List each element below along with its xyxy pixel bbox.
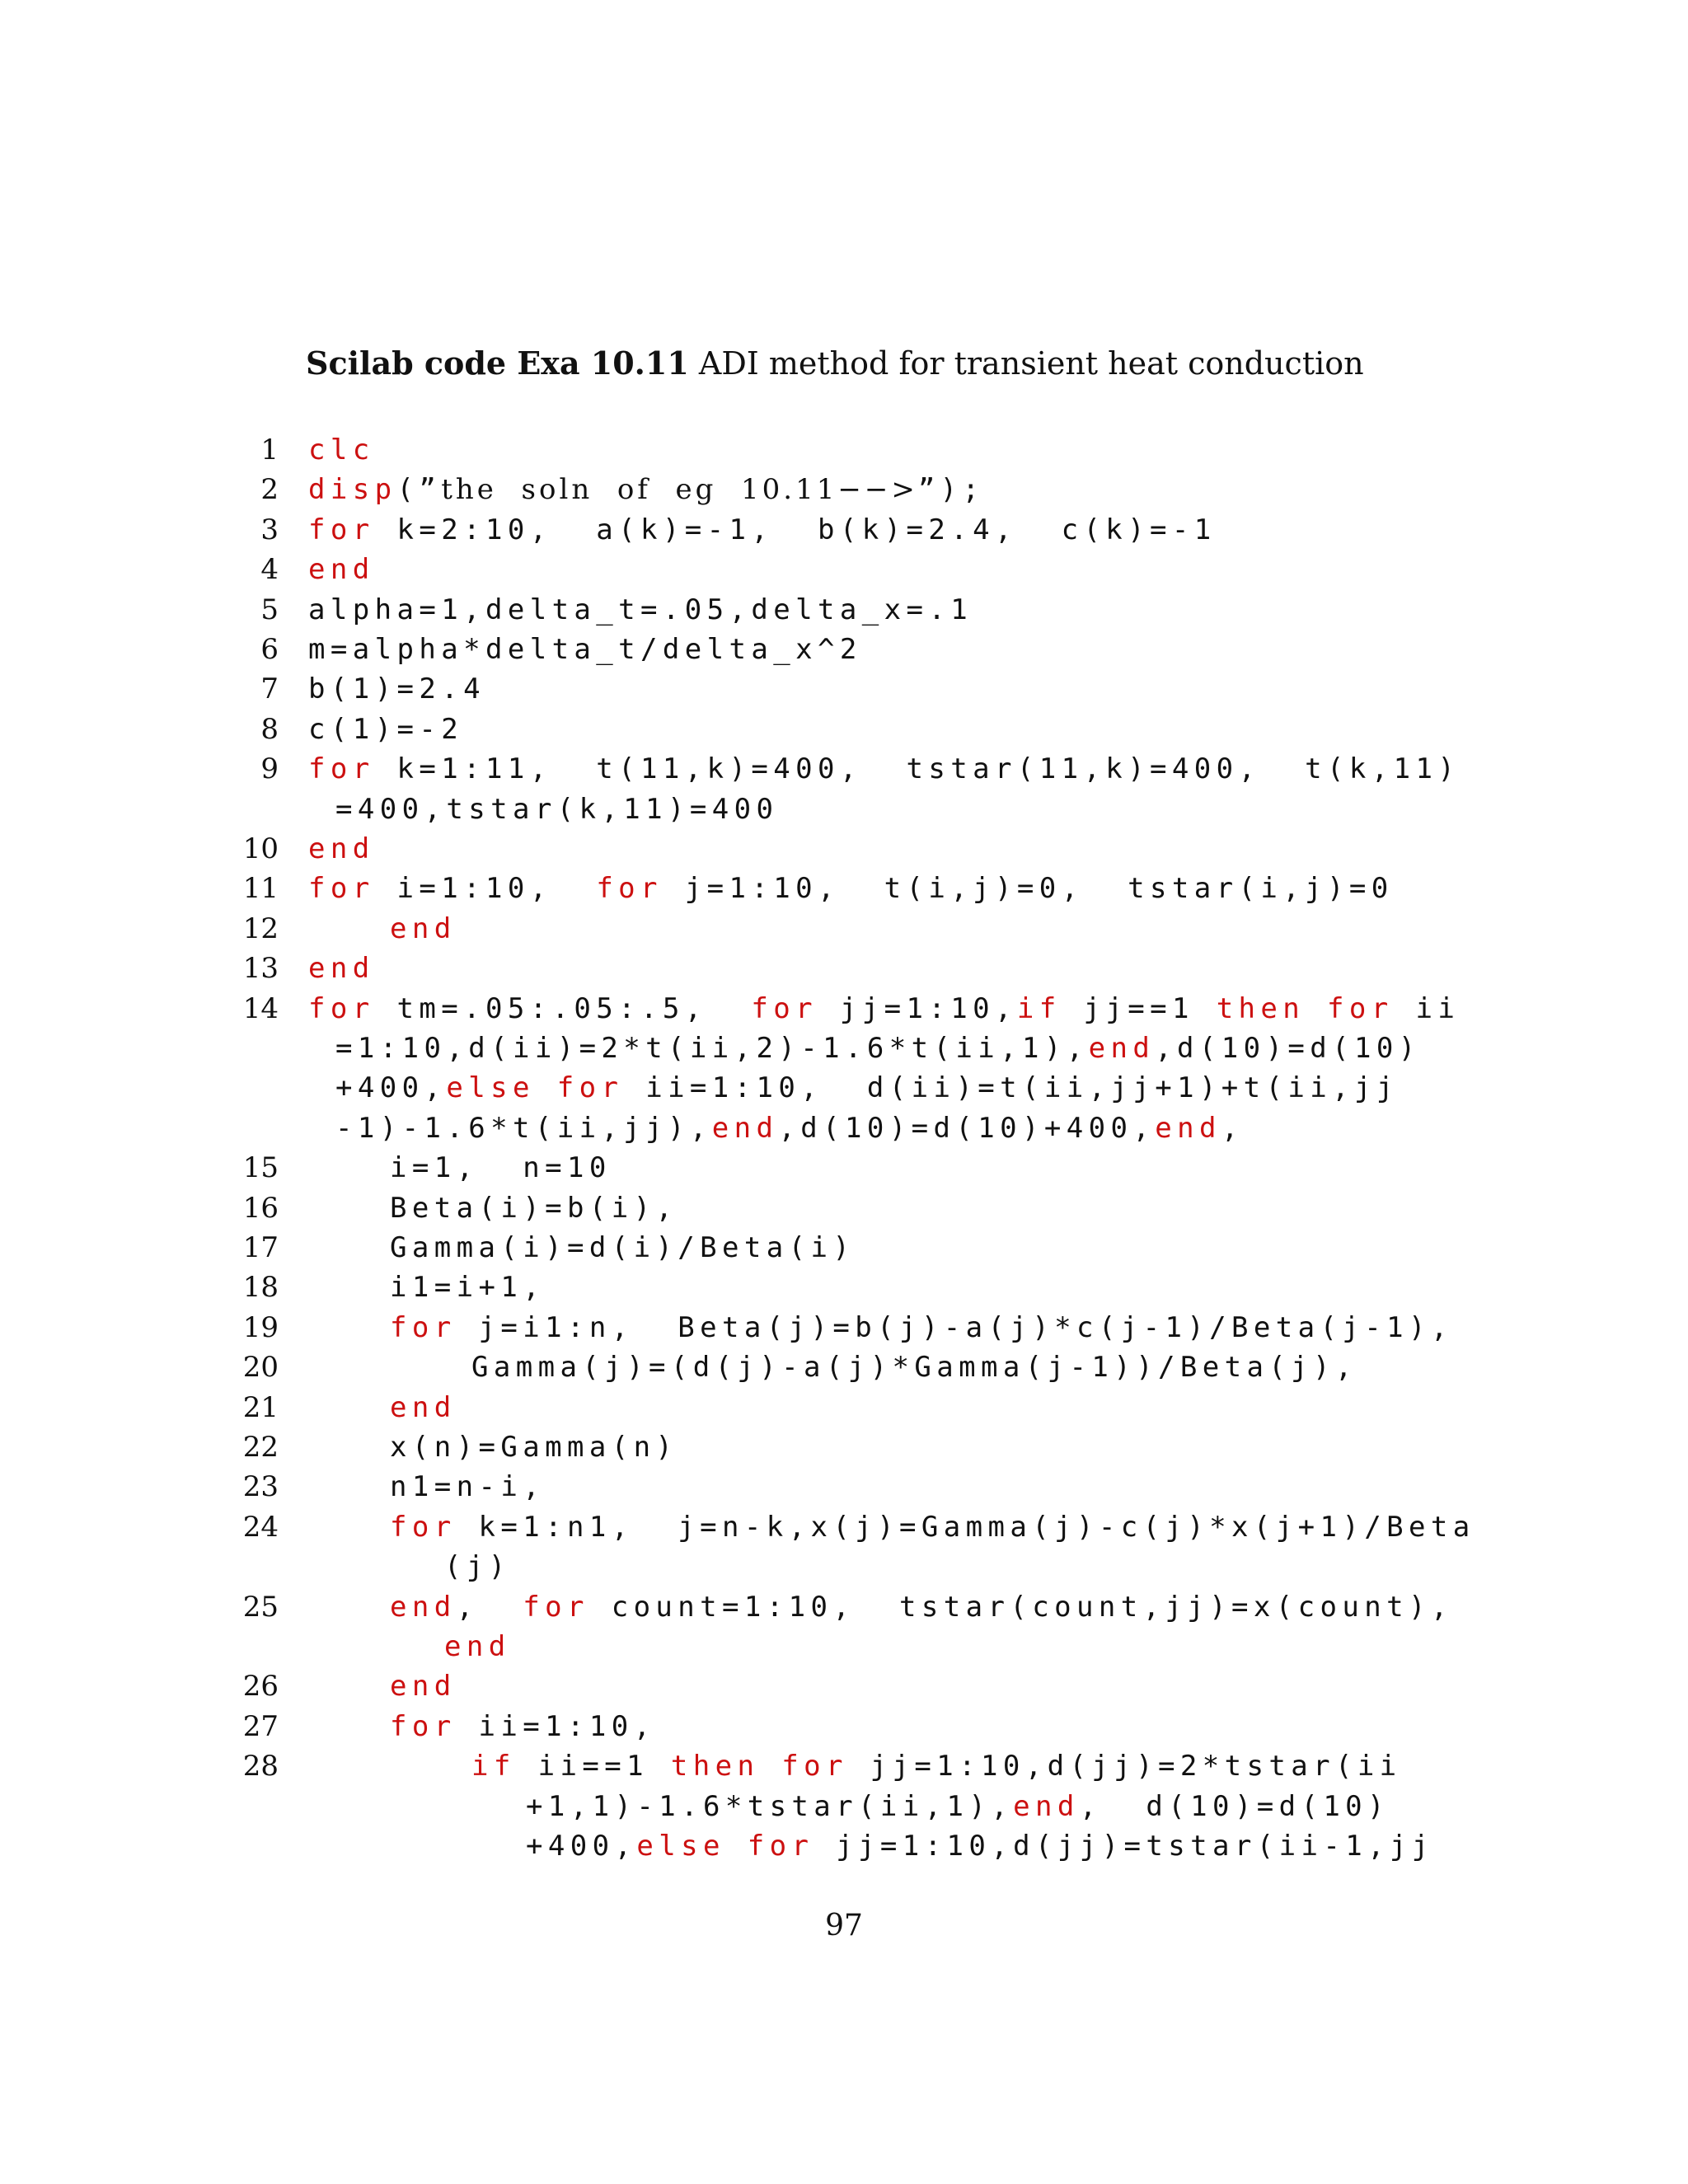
code-text: n1=n-i, (390, 1470, 546, 1504)
keyword: for (390, 1310, 457, 1344)
code-text: (j) (444, 1550, 511, 1584)
code-line (390, 1308, 1453, 1347)
keyword: if (471, 1750, 516, 1783)
keyword: then (1216, 991, 1306, 1025)
code-text: Gamma(j)=(d(j)-a(j)*Gamma(j-1))/Beta(j), (471, 1351, 1357, 1385)
code-line (308, 669, 485, 709)
keyword: end (1088, 1032, 1156, 1065)
code-text: , (1221, 1111, 1244, 1145)
code-text: +400, (526, 1830, 637, 1863)
code-text: i1=i+1, (390, 1271, 546, 1305)
code-text (725, 1830, 748, 1863)
code-text (535, 1071, 557, 1104)
keyword: end (390, 1670, 457, 1704)
code-line (471, 1746, 1402, 1786)
code-text: alpha=1,delta_t=.05,delta_x=.1 (308, 593, 973, 626)
code-text: ,d(10)=d(10) (1155, 1032, 1421, 1065)
code-line (390, 1507, 1475, 1547)
code-text: Beta(i)=b(i), (390, 1191, 678, 1225)
keyword: for (523, 1590, 589, 1624)
line-number: 17 (242, 1231, 279, 1264)
code-text: tm=.05:.05:.5, (374, 991, 752, 1025)
code-text: =400,tstar(k,11)=400 (335, 792, 779, 826)
code-text: j=i1:n, Beta(j)=b(j)-a(j)*c(j-1)/Beta(j-1), (456, 1310, 1453, 1344)
code-line (390, 1388, 457, 1427)
keyword: for (596, 872, 663, 906)
keyword: else (636, 1830, 725, 1863)
keyword: for (308, 513, 375, 546)
code-text: (” (396, 473, 442, 507)
keyword: for (308, 752, 375, 786)
code-text: ii==1 (515, 1750, 671, 1783)
code-line (526, 1826, 1434, 1866)
string-literal: the soln of eg 10.11−−> (441, 473, 918, 507)
code-text: m=alpha*delta_t/delta_x^2 (308, 633, 862, 666)
code-line (390, 1188, 678, 1228)
code-text: c(1)=-2 (308, 712, 464, 746)
code-line (308, 430, 375, 470)
line-number: 4 (260, 553, 279, 587)
code-text: i=1, n=10 (390, 1151, 612, 1185)
code-line (308, 590, 973, 630)
line-number: 21 (242, 1390, 279, 1424)
line-number: 22 (242, 1431, 279, 1464)
code-line (390, 1587, 1453, 1627)
code-text: i=1:10, (374, 872, 597, 906)
line-number: 23 (242, 1470, 279, 1504)
code-text: ii=1:10, d(ii)=t(ii,jj+1)+t(ii,jj (623, 1071, 1399, 1105)
code-line (390, 1268, 545, 1307)
code-line (308, 470, 984, 509)
code-line (390, 1427, 678, 1467)
keyword: end (444, 1630, 511, 1663)
keyword: for (390, 1709, 457, 1743)
keyword: for (308, 872, 375, 906)
line-number: 3 (260, 513, 279, 546)
code-text (759, 1750, 781, 1783)
code-line (335, 1068, 1399, 1108)
code-text: Gamma(i)=d(i)/Beta(i) (390, 1231, 856, 1264)
code-line (335, 1029, 1421, 1068)
listing-caption (306, 344, 1364, 382)
line-number: 1 (260, 434, 279, 466)
keyword: end (308, 952, 375, 986)
code-line (308, 630, 862, 669)
keyword: end (390, 1590, 457, 1624)
line-number: 11 (242, 872, 279, 906)
code-line (308, 749, 1460, 789)
line-number: 19 (242, 1310, 279, 1344)
line-number: 15 (242, 1151, 279, 1185)
code-line (308, 710, 463, 749)
code-line (308, 510, 1217, 550)
code-line (308, 550, 375, 589)
keyword: if (1016, 991, 1062, 1025)
code-text: , (456, 1590, 523, 1624)
code-line (390, 1228, 855, 1268)
page-number: 97 (825, 1909, 863, 1943)
line-number: 6 (260, 633, 279, 666)
keyword: end (1155, 1111, 1221, 1145)
code-text: =1:10,d(ii)=2*t(ii,2)-1.6*t(ii,1), (335, 1032, 1089, 1065)
code-line (390, 1707, 655, 1746)
line-number: 2 (260, 473, 279, 507)
keyword: clc (308, 434, 375, 466)
code-text: k=1:n1, j=n-k,x(j)=Gamma(j)-c(j)*x(j+1)/Beta (456, 1510, 1475, 1544)
code-text: jj==1 (1061, 991, 1217, 1025)
code-line (308, 869, 1394, 908)
line-number: 7 (260, 673, 279, 706)
keyword: end (390, 1390, 457, 1424)
keyword: for (308, 991, 375, 1025)
keyword: end (711, 1111, 779, 1145)
code-text: +1,1)-1.6*tstar(ii,1), (526, 1789, 1014, 1823)
line-number: 8 (260, 712, 279, 746)
line-number: 27 (242, 1709, 279, 1743)
code-line (526, 1787, 1390, 1826)
code-text: ”); (917, 473, 985, 507)
keyword: then (670, 1750, 760, 1783)
line-number: 25 (242, 1590, 279, 1624)
code-text: ii (1393, 991, 1461, 1025)
line-number: 14 (242, 991, 279, 1025)
keyword: for (781, 1750, 848, 1783)
keyword: for (751, 991, 818, 1025)
code-text: , d(10)=d(10) (1079, 1789, 1390, 1823)
caption-label: Scilab code Exa 10.11 (306, 344, 689, 382)
code-line (444, 1547, 511, 1586)
keyword: for (1327, 991, 1394, 1025)
code-line (390, 1666, 457, 1706)
code-line (390, 909, 457, 949)
code-line (308, 989, 1460, 1029)
code-line (444, 1627, 511, 1666)
code-text: k=1:11, t(11,k)=400, tstar(11,k)=400, t(k,11) (374, 752, 1461, 786)
line-number: 13 (242, 952, 279, 986)
code-text: k=2:10, a(k)=-1, b(k)=2.4, c(k)=-1 (374, 513, 1217, 546)
code-line (471, 1347, 1357, 1387)
keyword: else (446, 1071, 535, 1105)
line-number: 26 (242, 1670, 279, 1704)
keyword: end (308, 553, 375, 587)
keyword: for (556, 1071, 624, 1105)
code-text: b(1)=2.4 (308, 673, 485, 706)
keyword: disp (308, 473, 397, 507)
code-text: jj=1:10,d(jj)=2*tstar(ii (847, 1750, 1402, 1783)
code-line (390, 1148, 612, 1188)
code-text: ,d(10)=d(10)+400, (778, 1111, 1156, 1145)
line-number: 18 (242, 1271, 279, 1305)
keyword: end (1013, 1789, 1080, 1823)
code-text: ii=1:10, (456, 1709, 656, 1743)
keyword: end (390, 912, 457, 945)
line-number: 24 (242, 1510, 279, 1544)
keyword: for (390, 1510, 457, 1544)
code-text: jj=1:10,d(jj)=tstar(ii-1,jj (814, 1830, 1434, 1863)
caption-title: ADI method for transient heat conduction (698, 345, 1364, 382)
code-line (308, 829, 375, 869)
code-text: +400, (335, 1071, 447, 1105)
line-number: 9 (260, 752, 279, 786)
keyword: end (308, 832, 375, 865)
code-text: count=1:10, tstar(count,jj)=x(count), (588, 1590, 1453, 1624)
line-number: 20 (242, 1351, 279, 1385)
code-text: jj=1:10, (818, 991, 1017, 1025)
code-line (335, 790, 778, 829)
line-number: 16 (242, 1191, 279, 1225)
code-text: -1)-1.6*t(ii,jj), (335, 1111, 712, 1145)
line-number: 10 (242, 832, 279, 865)
code-text: x(n)=Gamma(n) (390, 1431, 678, 1464)
line-number: 28 (242, 1750, 279, 1783)
code-text: j=1:10, t(i,j)=0, tstar(i,j)=0 (662, 872, 1394, 906)
keyword: for (747, 1830, 814, 1863)
code-line (308, 949, 375, 988)
code-line (335, 1108, 1244, 1148)
code-text (1305, 992, 1327, 1025)
line-number: 5 (260, 593, 279, 626)
line-number: 12 (242, 912, 279, 945)
code-line (390, 1467, 545, 1507)
